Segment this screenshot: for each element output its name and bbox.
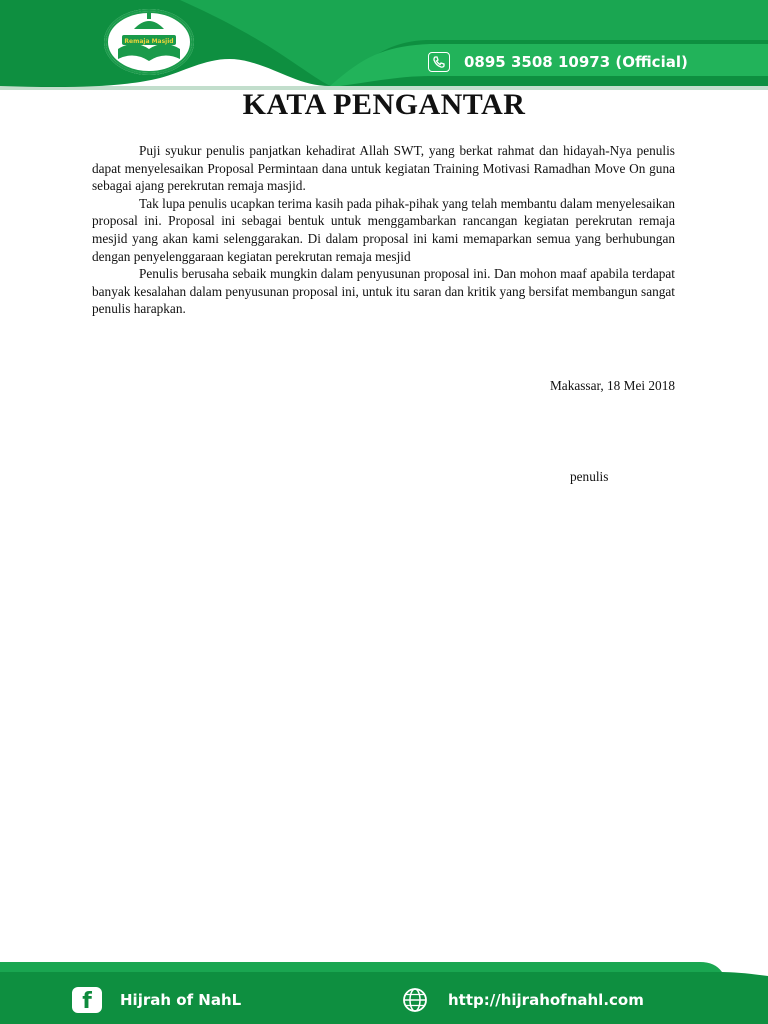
globe-icon <box>400 987 430 1013</box>
paragraph: Puji syukur penulis panjatkan kehadirat Allah SWT, yang berkat rahmat dan hidayah-Nya penulis dapat menyelesaikan Proposal Permintaan dana untuk kegiatan Training Motivasi Ramadhan Move On guna sebagai ajang perekrutan remaja masjid. <box>92 143 675 194</box>
footer-facebook[interactable] <box>72 986 241 1014</box>
website-url[interactable]: http://hijrahofnahl.com <box>448 991 644 1009</box>
paragraph: Penulis berusaha sebaik mungkin dalam penyusunan proposal ini. Dan mohon maaf apabila terdapat banyak kesalahan dalam penyusunan proposal ini, untuk itu saran dan kritik yang bersifat membangun sangat penulis harapkan. <box>92 266 675 317</box>
document-body <box>92 142 675 318</box>
phone-icon <box>428 52 450 72</box>
mosque-book-logo-icon <box>104 9 194 75</box>
paragraph: Tak lupa penulis ucapkan terima kasih pada pihak-pihak yang telah membantu dalam menyelesaikan proposal ini. Proposal ini sebagai bentuk untuk menggambarkan rancangan kegiatan perekrutan remaja mesjid yang akan kami selenggarakan. Di dalam proposal ini kami memaparkan semua yang berhubungan dengan penyelenggaraan kegiatan perekrutan remaja mesjid <box>92 195 675 264</box>
organization-logo <box>104 9 194 75</box>
logo-label: Remaja Masjid <box>124 38 174 45</box>
document-title: KATA PENGANTAR <box>242 88 526 121</box>
signer: penulis <box>570 469 609 484</box>
place-date: Makassar, 18 Mei 2018 <box>549 378 675 393</box>
footer-website[interactable] <box>400 986 644 1014</box>
facebook-name: Hijrah of NahL <box>120 991 242 1009</box>
contact-phone <box>428 50 688 74</box>
facebook-icon: f <box>72 987 102 1013</box>
phone-number: 0895 3508 10973 (Official) <box>464 53 688 71</box>
